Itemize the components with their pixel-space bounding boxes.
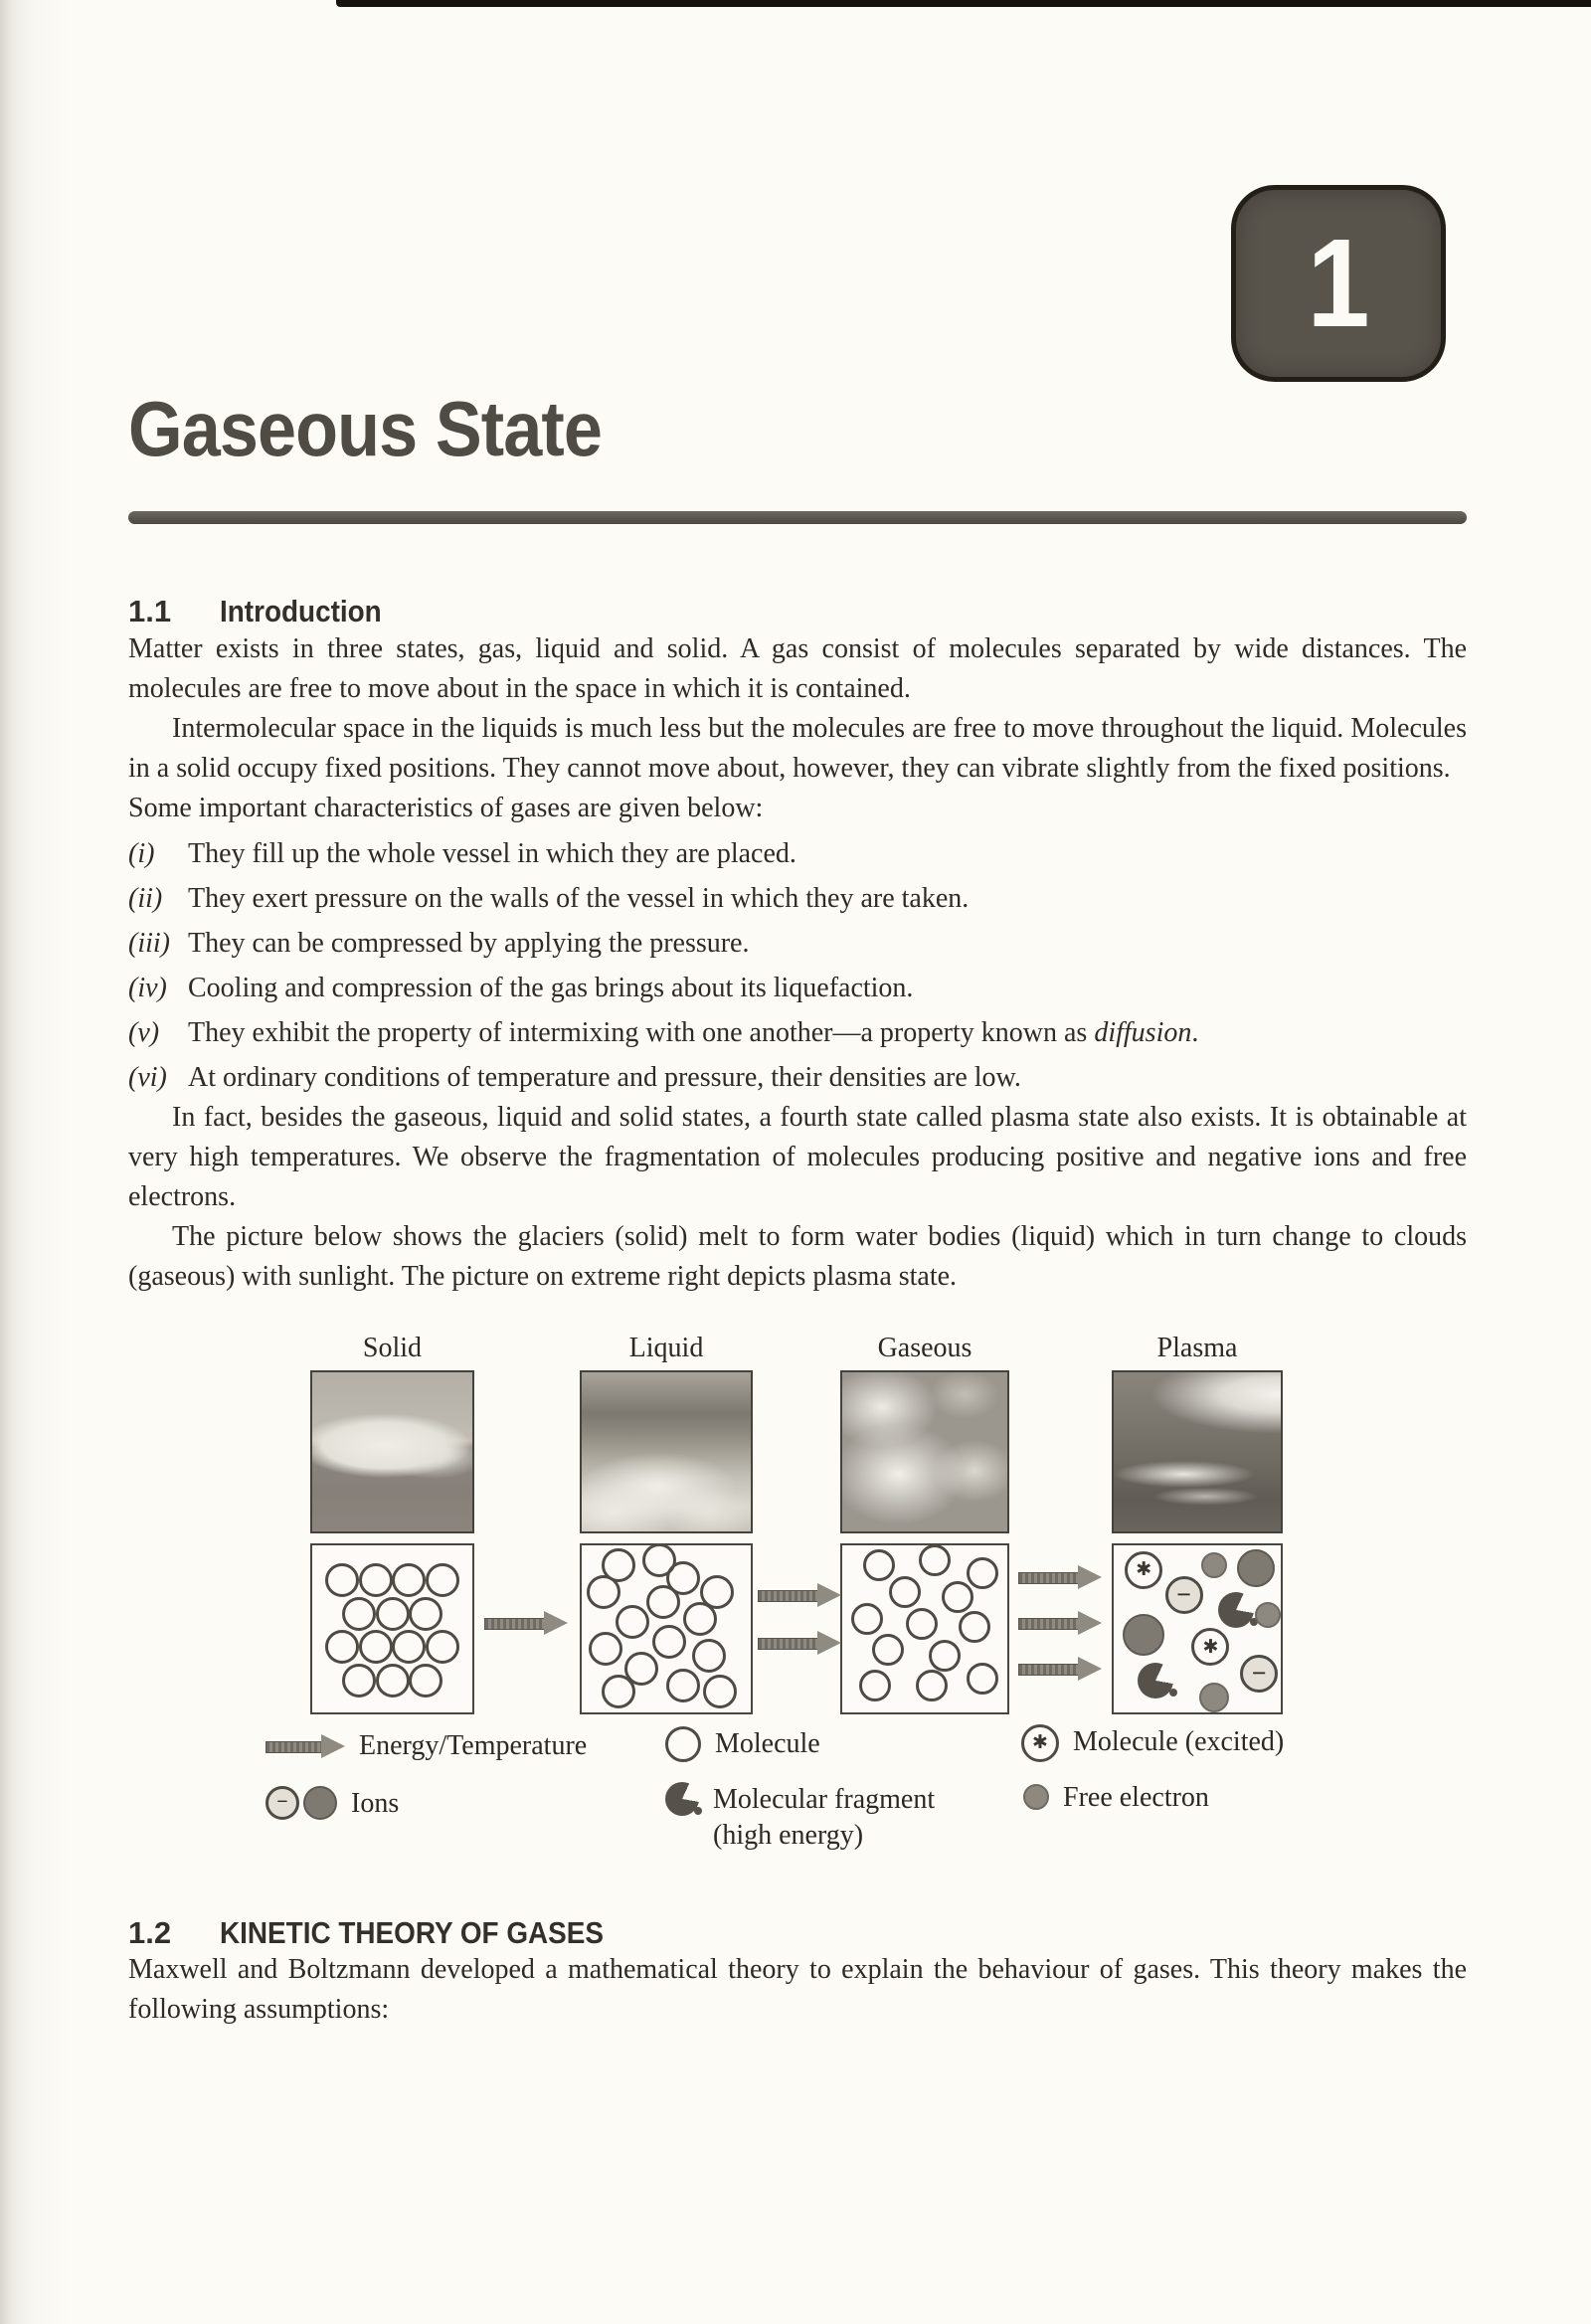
molecule-icon [325,1630,359,1664]
list-item [128,1013,1467,1053]
molecule-icon [359,1630,393,1664]
title-rule [128,511,1467,524]
negative-ion-icon: − [1240,1655,1278,1693]
positive-ion-icon [303,1786,337,1820]
molecular-fragment-icon [665,1782,699,1816]
excited-molecule-icon: ✱ [1125,1551,1162,1589]
liquid-molecule-box [580,1543,753,1714]
molecule-icon [376,1664,410,1698]
free-electron-icon [1023,1784,1049,1810]
list-item [128,1058,1467,1098]
molecule-icon [342,1597,376,1631]
molecular-fragment-icon [1138,1663,1173,1698]
molecule-icon [919,1544,951,1576]
molecule-icon [929,1640,961,1672]
aurora-photo [1112,1370,1283,1533]
gaseous-molecule-box [840,1543,1009,1714]
molecule-icon [392,1630,426,1664]
list-item [128,969,1467,1008]
panel-label: Gaseous [877,1332,972,1363]
molecule-icon [587,1575,620,1609]
states-of-matter-figure [128,1333,1467,1889]
legend-molecule [665,1726,820,1762]
ion-icon [1123,1614,1164,1656]
molecule-icon [325,1563,359,1597]
legend-molecule-excited [1021,1724,1284,1762]
list-marker: (v) [128,1016,160,1048]
molecule-icon [851,1603,883,1635]
picture-paragraph: The picture below shows the glaciers (solid) melt to form water bodies (liquid) which in turn change to clouds (gaseous) with sunlight. The picture on extreme right depicts plasma state. [128,1220,1467,1292]
molecule-icon [863,1549,895,1581]
molecule-icon [889,1576,921,1608]
list-intro: Some important characteristics of gases are given below: [128,792,764,823]
list-text: At ordinary conditions of temperature and pressure, their densities are low. [188,1061,1021,1093]
list-text: They can be compressed by applying the pressure. [188,927,750,959]
list-item [128,924,1467,964]
molecule-icon [872,1634,904,1666]
section-number: 1.2 [128,1914,172,1950]
molecule-icon [342,1664,376,1698]
ions-icon [265,1786,337,1820]
molecule-icon [683,1602,717,1636]
molecule-icon [967,1557,998,1589]
molecule-icon [959,1611,990,1643]
chapter-title: Gaseous State [128,385,603,472]
section-heading-1-2 [128,1915,1467,1951]
list-marker: (vi) [128,1061,167,1093]
legend-label: Molecular fragment (high energy) [713,1783,936,1851]
negative-ion-icon: − [1165,1576,1203,1614]
section-heading-1-1 [128,594,1467,629]
list-text: They fill up the whole vessel in which they are placed. [188,837,796,869]
panel-label: Liquid [628,1332,704,1363]
molecule-icon [942,1581,973,1613]
gas-characteristics-list [128,834,1467,1098]
molecule-icon [906,1608,938,1640]
section-title: KINETIC THEORY OF GASES [220,1914,605,1950]
clouds-photo [840,1370,1009,1533]
list-marker: (ii) [128,882,163,914]
molecule-icon [967,1663,998,1695]
molecule-icon [426,1563,459,1597]
iceberg-photo [310,1370,474,1533]
solid-molecule-box [310,1543,474,1714]
legend-label: Ions [351,1787,400,1819]
plasma-particle-box [1112,1543,1283,1714]
energy-arrow-icon [758,1583,841,1607]
chapter-number: 1 [1307,213,1370,353]
energy-arrow-icon [265,1734,345,1758]
energy-arrow-icon [484,1611,568,1635]
energy-arrow-icon [758,1631,841,1655]
negative-ion-icon: − [265,1786,299,1820]
list-marker: (iii) [128,927,170,959]
molecule-icon [376,1597,410,1631]
section-number: 1.1 [128,594,172,628]
molecular-fragment-icon [1218,1592,1254,1628]
free-electron-icon [1255,1602,1281,1628]
legend-energy [265,1728,587,1764]
plasma-paragraph: In fact, besides the gaseous, liquid and solid states, a fourth state called plasma state also exists. It is obtainable at very high temperatures. We observe the fragmentation of molecules producing positive and negative ions and free electrons. [128,1101,1467,1212]
molecule-icon [703,1675,737,1708]
molecule-icon [652,1625,686,1659]
list-marker: (iv) [128,972,167,1003]
molecule-icon [859,1670,891,1701]
molecule-icon [426,1630,459,1664]
molecule-icon [916,1670,948,1701]
legend-ions [265,1786,399,1822]
legend-label: Free electron [1063,1781,1209,1813]
molecule-icon [589,1632,622,1666]
molecule-icon [666,1669,700,1702]
molecule-icon [392,1563,426,1597]
panel-label: Solid [362,1332,423,1363]
energy-arrow-icon [1018,1611,1102,1635]
waterfall-photo [580,1370,753,1533]
molecule-icon [359,1563,393,1597]
legend-free-electron [1023,1780,1209,1816]
free-electron-icon [1201,1552,1227,1578]
section-title: Introduction [220,594,382,628]
energy-arrow-icon [1018,1565,1102,1589]
excited-molecule-icon: ✱ [1021,1724,1059,1762]
free-electron-icon [1199,1683,1229,1712]
intro-paragraph-1: Matter exists in three states, gas, liquid and solid. A gas consist of molecules separated by wide distances. The molecules are free to move about in the space in which it is contained. [128,632,1467,704]
legend-label: Molecule [715,1727,820,1759]
list-text: Cooling and compression of the gas brings about its liquefaction. [188,972,914,1003]
intro-paragraph-2: Intermolecular space in the liquids is much less but the molecules are free to move throughout the liquid. Molecules in a solid occupy fixed positions. They cannot move about, however, they can vibrate slightly from the fixed positions. [128,712,1467,784]
list-marker: (i) [128,837,155,869]
molecule-icon [409,1664,442,1698]
panel-label: Plasma [1156,1332,1238,1363]
legend-label: Molecule (excited) [1073,1725,1285,1757]
molecule-icon [616,1605,649,1639]
kinetic-paragraph: Maxwell and Boltzmann developed a mathematical theory to explain the behaviour of gases. This theory makes the following assumptions: [128,1954,1467,2026]
legend-label: Energy/Temperature [359,1729,588,1761]
list-text: They exert pressure on the walls of the vessel in which they are taken. [188,882,970,914]
list-item [128,834,1467,874]
molecule-icon [409,1597,442,1631]
molecule-icon [665,1726,701,1762]
molecule-icon [692,1639,726,1673]
list-item [128,879,1467,919]
page-content [128,0,1467,2030]
molecule-icon [646,1585,680,1619]
legend-molecular-fragment [665,1782,935,1854]
list-text: They exhibit the property of intermixing with one another—a property known as diffusion. [188,1016,1199,1048]
molecule-icon [602,1675,635,1708]
ion-icon [1237,1549,1275,1587]
energy-arrow-icon [1018,1657,1102,1681]
excited-molecule-icon: ✱ [1191,1628,1229,1666]
